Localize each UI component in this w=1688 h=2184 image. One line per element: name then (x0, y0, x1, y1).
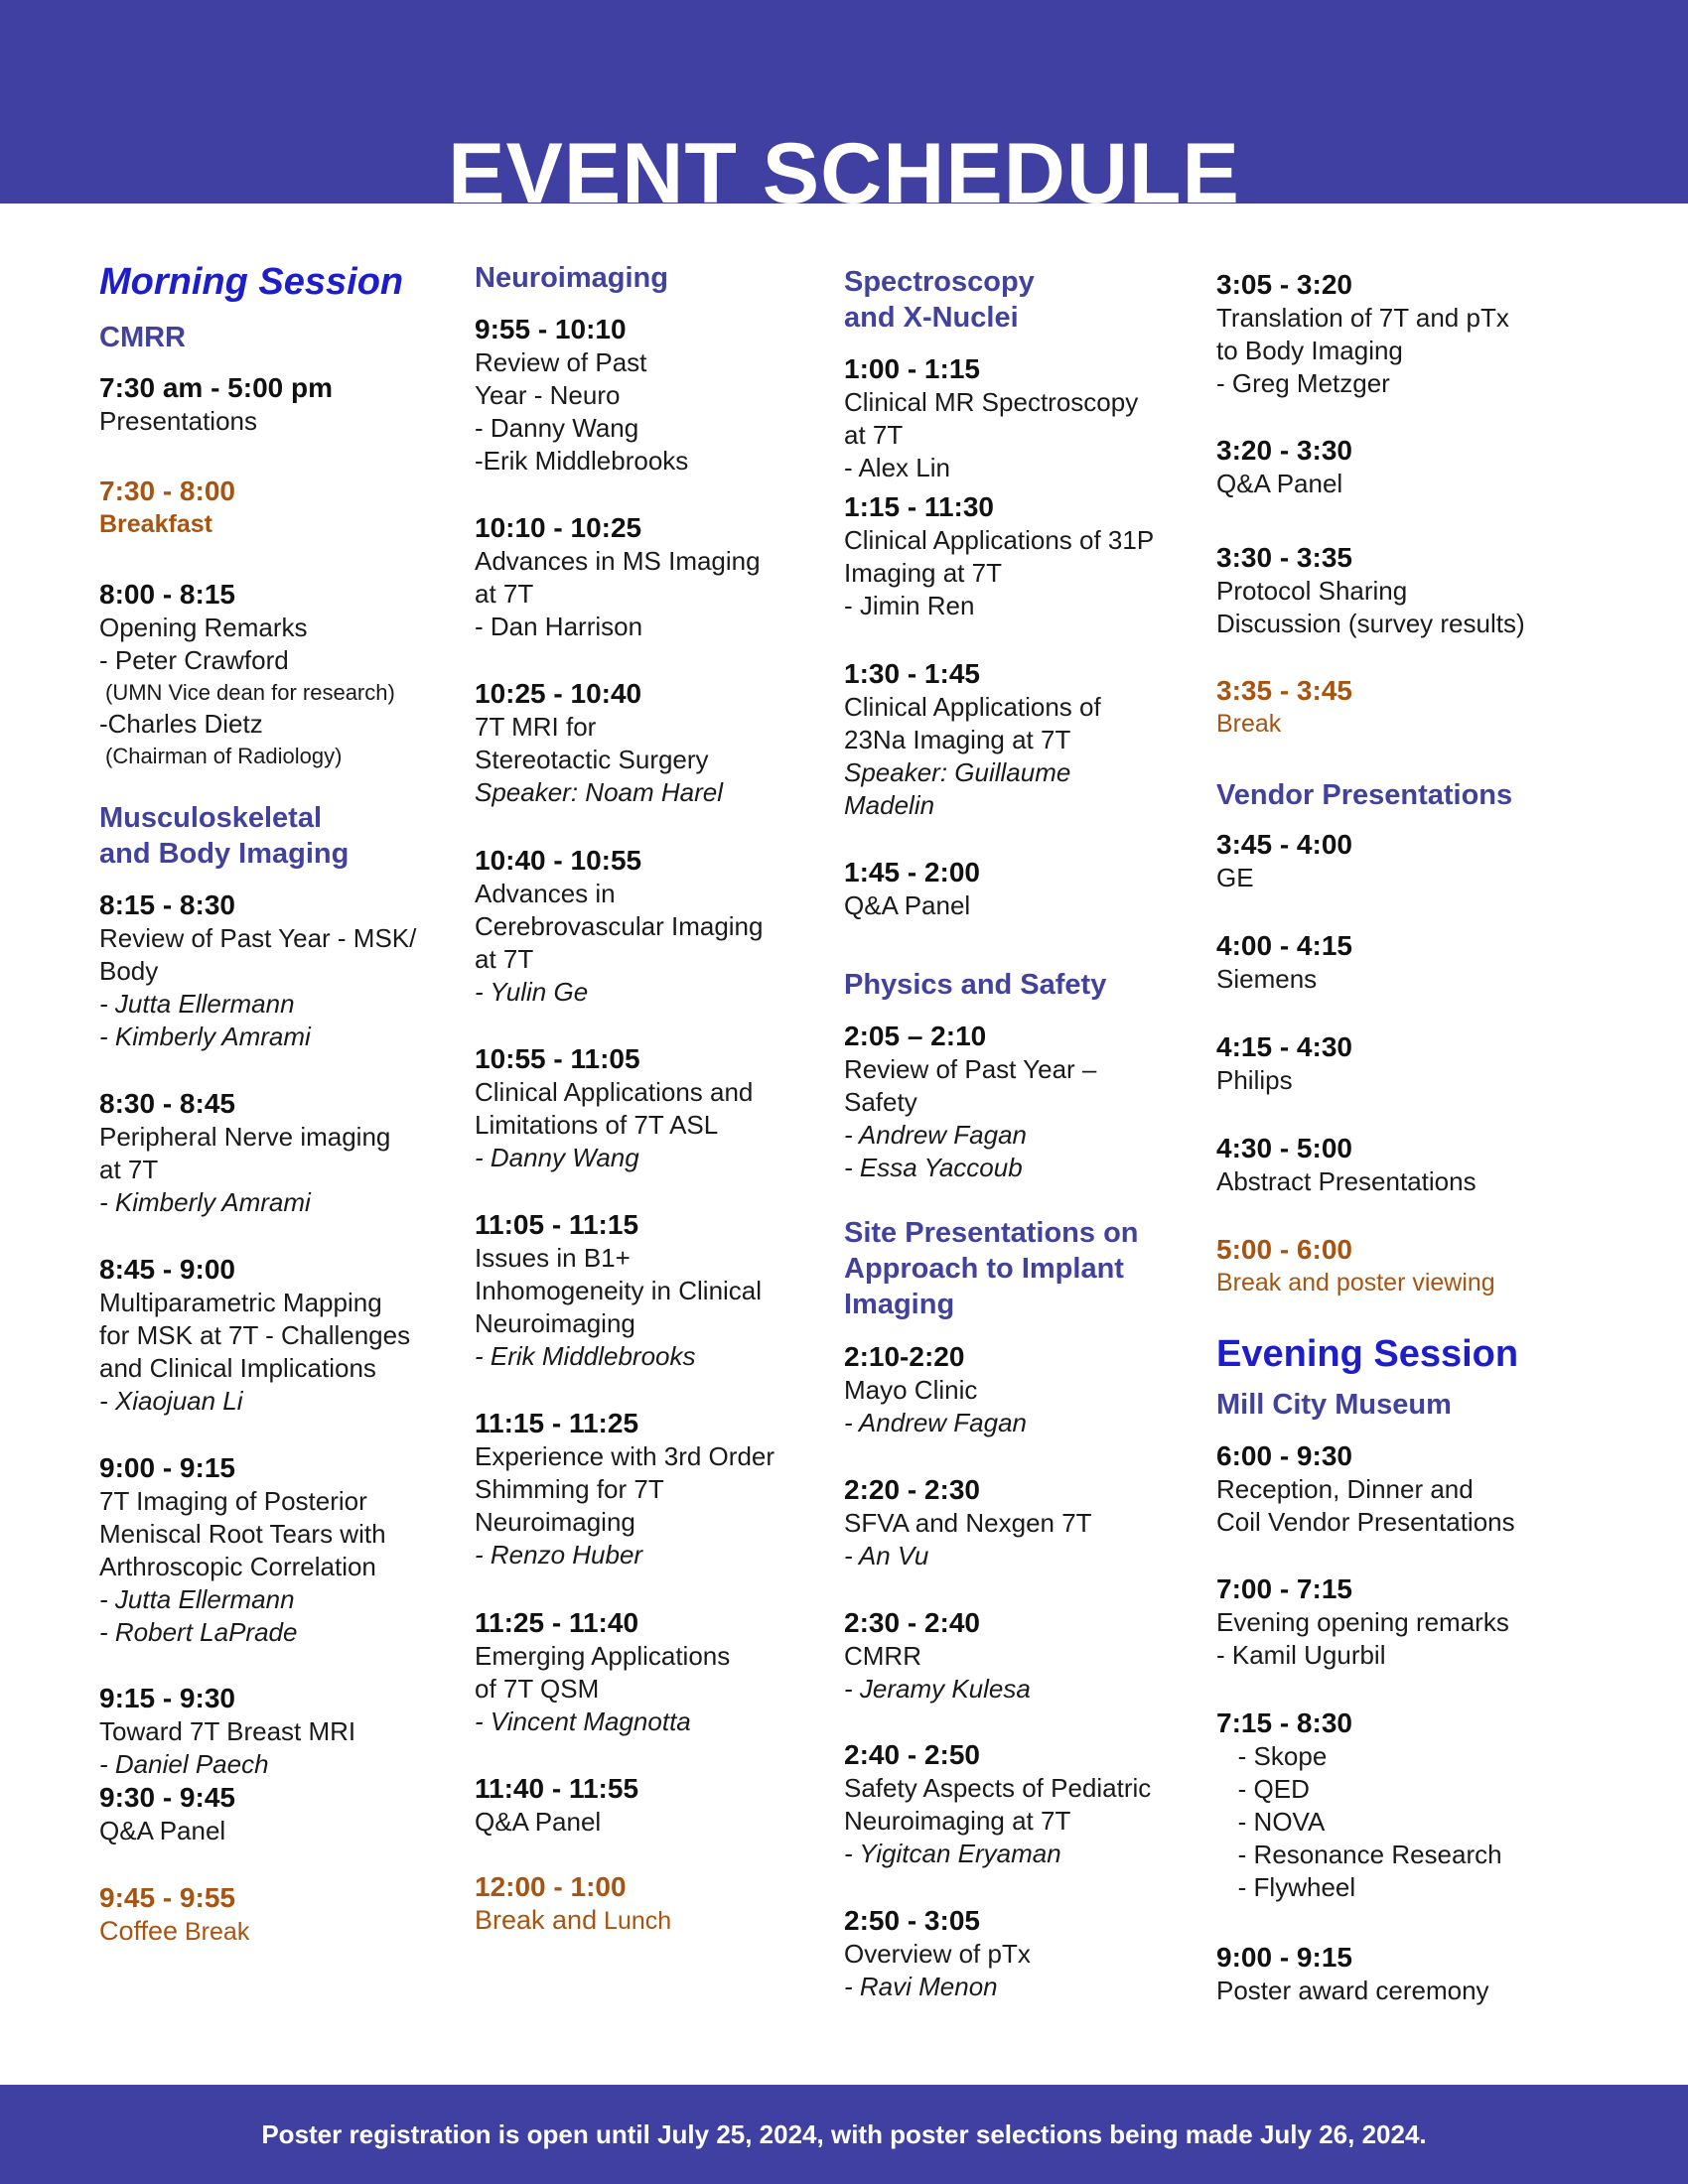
schedule-item-break (1216, 674, 1559, 741)
item-speaker: - Kimberly Amrami (99, 1187, 311, 1217)
item-title: Review of Past (475, 347, 647, 377)
schedule-item (844, 1340, 1187, 1439)
vendor-item: - QED (1216, 1774, 1310, 1804)
schedule-item (475, 313, 817, 478)
item-title: Q&A Panel (1216, 469, 1343, 498)
item-title: Stereotactic Surgery (475, 745, 709, 774)
vendor-item: - Skope (1216, 1741, 1328, 1771)
schedule-item (1216, 1132, 1559, 1198)
item-time: 7:30 - 8:00 (99, 476, 235, 506)
item-time: 2:30 - 2:40 (844, 1607, 980, 1638)
item-title: Neuroimaging (475, 1507, 635, 1537)
session-title: Morning Session (99, 261, 404, 303)
schedule-item (475, 1606, 817, 1738)
schedule-item (844, 1473, 1187, 1572)
item-speaker: - An Vu (844, 1541, 929, 1570)
item-title: Discussion (survey results) (1216, 609, 1525, 638)
item-title: Safety Aspects of Pediatric (844, 1773, 1152, 1803)
item-speaker: - Kamil Ugurbil (1216, 1640, 1386, 1670)
item-time: 6:00 - 9:30 (1216, 1440, 1352, 1471)
item-speaker: -Charles Dietz (99, 709, 263, 739)
item-time: 2:05 – 2:10 (844, 1021, 987, 1051)
schedule-item (844, 1904, 1187, 2003)
item-speaker: - Jutta Ellermann (99, 1584, 295, 1614)
item-time: 2:20 - 2:30 (844, 1474, 980, 1505)
item-speaker-role: (UMN Vice dean for research) (105, 680, 395, 705)
schedule-item (475, 1042, 817, 1174)
item-time: 1:15 - 11:30 (844, 491, 994, 522)
section-title: Vendor Presentations (1216, 779, 1513, 811)
schedule-item (844, 856, 1187, 922)
item-speaker: Speaker: Guillaume (844, 757, 1071, 787)
schedule-item (1216, 1030, 1559, 1097)
item-title: Experience with 3rd Order (475, 1441, 775, 1471)
schedule-item (844, 1606, 1187, 1706)
schedule-item (475, 1407, 817, 1571)
item-title: Meniscal Root Tears with (99, 1519, 386, 1549)
item-title: Limitations of 7T ASL (475, 1110, 719, 1140)
item-time: 2:10-2:20 (844, 1341, 965, 1372)
item-speaker: - Jeramy Kulesa (844, 1674, 1031, 1704)
item-title: Body (99, 956, 159, 986)
item-title: Clinical Applications of 31P (844, 525, 1155, 555)
item-title: Inhomogeneity in Clinical (475, 1276, 763, 1305)
schedule-item-break (99, 475, 442, 541)
schedule-item (1216, 828, 1559, 894)
item-title: Advances in (475, 879, 616, 908)
item-title: Issues in B1+ (475, 1243, 631, 1273)
item-title: Review of Past Year - MSK/ (99, 923, 417, 953)
item-title: Evening opening remarks (1216, 1607, 1509, 1637)
item-time: 10:10 - 10:25 (475, 512, 642, 543)
item-title: GE (1216, 863, 1254, 892)
schedule-item (844, 1738, 1187, 1870)
item-time: 3:45 - 4:00 (1216, 829, 1352, 860)
item-title: Breakfast (99, 510, 212, 538)
item-time: 10:55 - 11:05 (475, 1043, 640, 1074)
item-title: for MSK at 7T - Challenges (99, 1320, 411, 1350)
item-title: Cerebrovascular Imaging (475, 911, 764, 941)
item-title: Reception, Dinner and (1216, 1474, 1474, 1504)
item-time: 11:40 - 11:55 (475, 1773, 639, 1804)
item-title: Q&A Panel (475, 1807, 602, 1837)
item-time: 3:05 - 3:20 (1216, 269, 1352, 300)
item-time: 11:05 - 11:15 (475, 1209, 639, 1240)
item-title: Arthroscopic Correlation (99, 1552, 376, 1581)
item-title: Neuroimaging at 7T (844, 1806, 1071, 1836)
item-speaker: - Greg Metzger (1216, 368, 1390, 398)
item-title: of 7T QSM (475, 1674, 600, 1704)
footer-text: Poster registration is open until July 25, 2024, with poster selections being made July 26, 2024. (261, 2118, 1427, 2149)
item-title: Q&A Panel (844, 890, 971, 920)
schedule-item (99, 1451, 442, 1649)
item-time: 10:40 - 10:55 (475, 845, 642, 876)
schedule-item (1216, 541, 1559, 640)
item-speaker: - Peter Crawford (99, 645, 289, 675)
item-title: SFVA and Nexgen 7T (844, 1508, 1092, 1538)
item-time: 5:00 - 6:00 (1216, 1234, 1352, 1265)
item-speaker: - Essa Yaccoub (844, 1153, 1023, 1182)
item-title: at 7T (844, 420, 904, 450)
item-time: 1:00 - 1:15 (844, 353, 980, 384)
item-title: to Body Imaging (1216, 336, 1403, 365)
schedule-item (1216, 268, 1559, 400)
item-title: 7T Imaging of Posterior (99, 1486, 367, 1516)
item-speaker: - Danny Wang (475, 413, 639, 443)
item-title: Clinical Applications of (844, 692, 1101, 722)
item-title: Coffee Break (99, 1916, 250, 1946)
item-title: Protocol Sharing (1216, 576, 1408, 606)
item-speaker: - Renzo Huber (475, 1540, 643, 1570)
item-title: Clinical Applications and (475, 1077, 754, 1107)
item-speaker: - Vincent Magnotta (475, 1706, 691, 1736)
item-time: 9:00 - 9:15 (1216, 1942, 1352, 1973)
item-time: 9:00 - 9:15 (99, 1452, 235, 1483)
schedule-item (844, 657, 1187, 822)
item-title: at 7T (475, 944, 534, 974)
schedule-item-break (1216, 1233, 1559, 1299)
item-speaker: - Robert LaPrade (99, 1617, 298, 1647)
item-speaker: - Danny Wang (475, 1143, 639, 1172)
schedule-item (475, 1208, 817, 1373)
item-title: Clinical MR Spectroscopy (844, 387, 1139, 417)
schedule-item (1216, 1572, 1559, 1672)
item-speaker: - Daniel Paech (99, 1749, 269, 1779)
item-speaker: -Erik Middlebrooks (475, 446, 689, 476)
item-speaker: - Dan Harrison (475, 612, 643, 641)
session-title: Evening Session (1216, 1333, 1519, 1375)
item-time: 1:30 - 1:45 (844, 658, 980, 689)
schedule-item (99, 578, 442, 771)
item-time: 2:40 - 2:50 (844, 1739, 980, 1770)
item-time: 3:20 - 3:30 (1216, 435, 1352, 466)
item-title: Overview of pTx (844, 1939, 1031, 1969)
item-title: Presentations (99, 406, 257, 436)
item-time: 9:45 - 9:55 (99, 1882, 235, 1913)
header-banner (0, 0, 1688, 204)
schedule-item (99, 888, 442, 1053)
item-title: Peripheral Nerve imaging (99, 1122, 391, 1152)
item-title: Opening Remarks (99, 613, 308, 642)
item-title: at 7T (475, 579, 534, 609)
item-time: 2:50 - 3:05 (844, 1905, 980, 1936)
schedule-item (1216, 1706, 1559, 1904)
schedule-item (475, 844, 817, 1009)
schedule-item (844, 1020, 1187, 1184)
item-title: 23Na Imaging at 7T (844, 725, 1071, 754)
item-speaker: - Erik Middlebrooks (475, 1341, 696, 1371)
item-title: Mayo Clinic (844, 1375, 978, 1405)
item-time: 7:15 - 8:30 (1216, 1707, 1352, 1738)
item-title: Review of Past Year – (844, 1054, 1097, 1084)
item-speaker: - Yulin Ge (475, 977, 589, 1007)
item-speaker: - Yigitcan Eryaman (844, 1839, 1061, 1868)
item-time: 11:15 - 11:25 (475, 1408, 639, 1438)
section-title: CMRR (99, 322, 186, 353)
schedule-item (99, 371, 442, 438)
page-title: EVENT SCHEDULE (448, 126, 1240, 204)
section-title: Physics and Safety (844, 969, 1107, 1001)
item-time: 4:15 - 4:30 (1216, 1031, 1352, 1062)
schedule-item (475, 1772, 817, 1839)
schedule-item (99, 1781, 442, 1847)
item-title: Safety (844, 1087, 917, 1117)
item-time: 3:35 - 3:45 (1216, 675, 1352, 706)
item-time: 9:30 - 9:45 (99, 1782, 235, 1813)
item-speaker: - Ravi Menon (844, 1972, 998, 2001)
item-title: Abstract Presentations (1216, 1166, 1477, 1196)
schedule-item (1216, 434, 1559, 500)
item-time: 7:00 - 7:15 (1216, 1573, 1352, 1604)
schedule-item (475, 511, 817, 643)
item-title: Shimming for 7T (475, 1474, 664, 1504)
item-title: Year - Neuro (475, 380, 621, 410)
item-title: Imaging at 7T (844, 558, 1002, 588)
item-time: 12:00 - 1:00 (475, 1871, 627, 1902)
item-time: 9:55 - 10:10 (475, 314, 627, 344)
item-title: Coil Vendor Presentations (1216, 1507, 1515, 1537)
item-title: 7T MRI for (475, 712, 597, 742)
vendor-item: - Resonance Research (1216, 1840, 1502, 1869)
item-speaker: - Jutta Ellermann (99, 989, 295, 1019)
item-time: 9:15 - 9:30 (99, 1683, 235, 1713)
schedule-item (1216, 1439, 1559, 1539)
item-title: Siemens (1216, 964, 1318, 994)
item-time: 1:45 - 2:00 (844, 857, 980, 887)
item-title: Toward 7T Breast MRI (99, 1716, 356, 1746)
vendor-item: - NOVA (1216, 1807, 1326, 1837)
item-title: and Clinical Implications (99, 1353, 376, 1383)
section-title: Site Presentations on Approach to Implant Imaging (844, 1217, 1139, 1320)
item-speaker: - Andrew Fagan (844, 1120, 1028, 1150)
item-title: CMRR (844, 1641, 921, 1671)
schedule-item (475, 677, 817, 809)
item-title: Advances in MS Imaging (475, 546, 761, 576)
item-time: 8:15 - 8:30 (99, 889, 235, 920)
vendor-item: - Flywheel (1216, 1872, 1356, 1902)
schedule-item (99, 1682, 442, 1781)
schedule-item (99, 1087, 442, 1219)
footer-banner (0, 2085, 1688, 2184)
item-title: Poster award ceremony (1216, 1976, 1489, 2005)
item-time: 8:45 - 9:00 (99, 1254, 235, 1285)
item-time: 4:30 - 5:00 (1216, 1133, 1352, 1163)
item-title: Break and Lunch (475, 1905, 672, 1935)
item-time: 10:25 - 10:40 (475, 678, 642, 709)
item-title: Q&A Panel (99, 1816, 226, 1845)
item-speaker-role: (Chairman of Radiology) (105, 744, 343, 768)
schedule-item (99, 1253, 442, 1418)
schedule-item (844, 352, 1187, 484)
item-title: Emerging Applications (475, 1641, 731, 1671)
item-time: 11:25 - 11:40 (475, 1607, 639, 1638)
item-speaker: - Jimin Ren (844, 591, 975, 620)
section-title: Mill City Museum (1216, 1389, 1452, 1421)
item-speaker: - Kimberly Amrami (99, 1022, 311, 1051)
section-title: Musculoskeletal and Body Imaging (99, 802, 350, 870)
item-title: Neuroimaging (475, 1308, 635, 1338)
item-title: Philips (1216, 1065, 1293, 1095)
item-speaker: - Alex Lin (844, 453, 950, 482)
item-time: 8:30 - 8:45 (99, 1088, 235, 1119)
schedule-item (1216, 1941, 1559, 2007)
section-title: Neuroimaging (475, 262, 668, 294)
item-title: Multiparametric Mapping (99, 1288, 382, 1317)
item-speaker: Speaker: Noam Harel (475, 777, 723, 807)
item-time: 4:00 - 4:15 (1216, 930, 1352, 961)
item-speaker: - Xiaojuan Li (99, 1386, 243, 1416)
item-title: Break and poster viewing (1216, 1269, 1495, 1297)
item-time: 8:00 - 8:15 (99, 579, 235, 610)
item-speaker: Madelin (844, 790, 935, 820)
item-title: Break (1216, 710, 1282, 738)
item-speaker: - Andrew Fagan (844, 1408, 1028, 1437)
item-title: Translation of 7T and pTx (1216, 303, 1509, 333)
item-title: at 7T (99, 1155, 159, 1184)
schedule-item (1216, 929, 1559, 996)
schedule-item-break (475, 1870, 817, 1938)
schedule-item-break (99, 1881, 442, 1949)
schedule-item (844, 490, 1187, 622)
item-time: 3:30 - 3:35 (1216, 542, 1352, 573)
item-time: 7:30 am - 5:00 pm (99, 372, 333, 403)
section-title: Spectroscopy and X-Nuclei (844, 266, 1035, 334)
